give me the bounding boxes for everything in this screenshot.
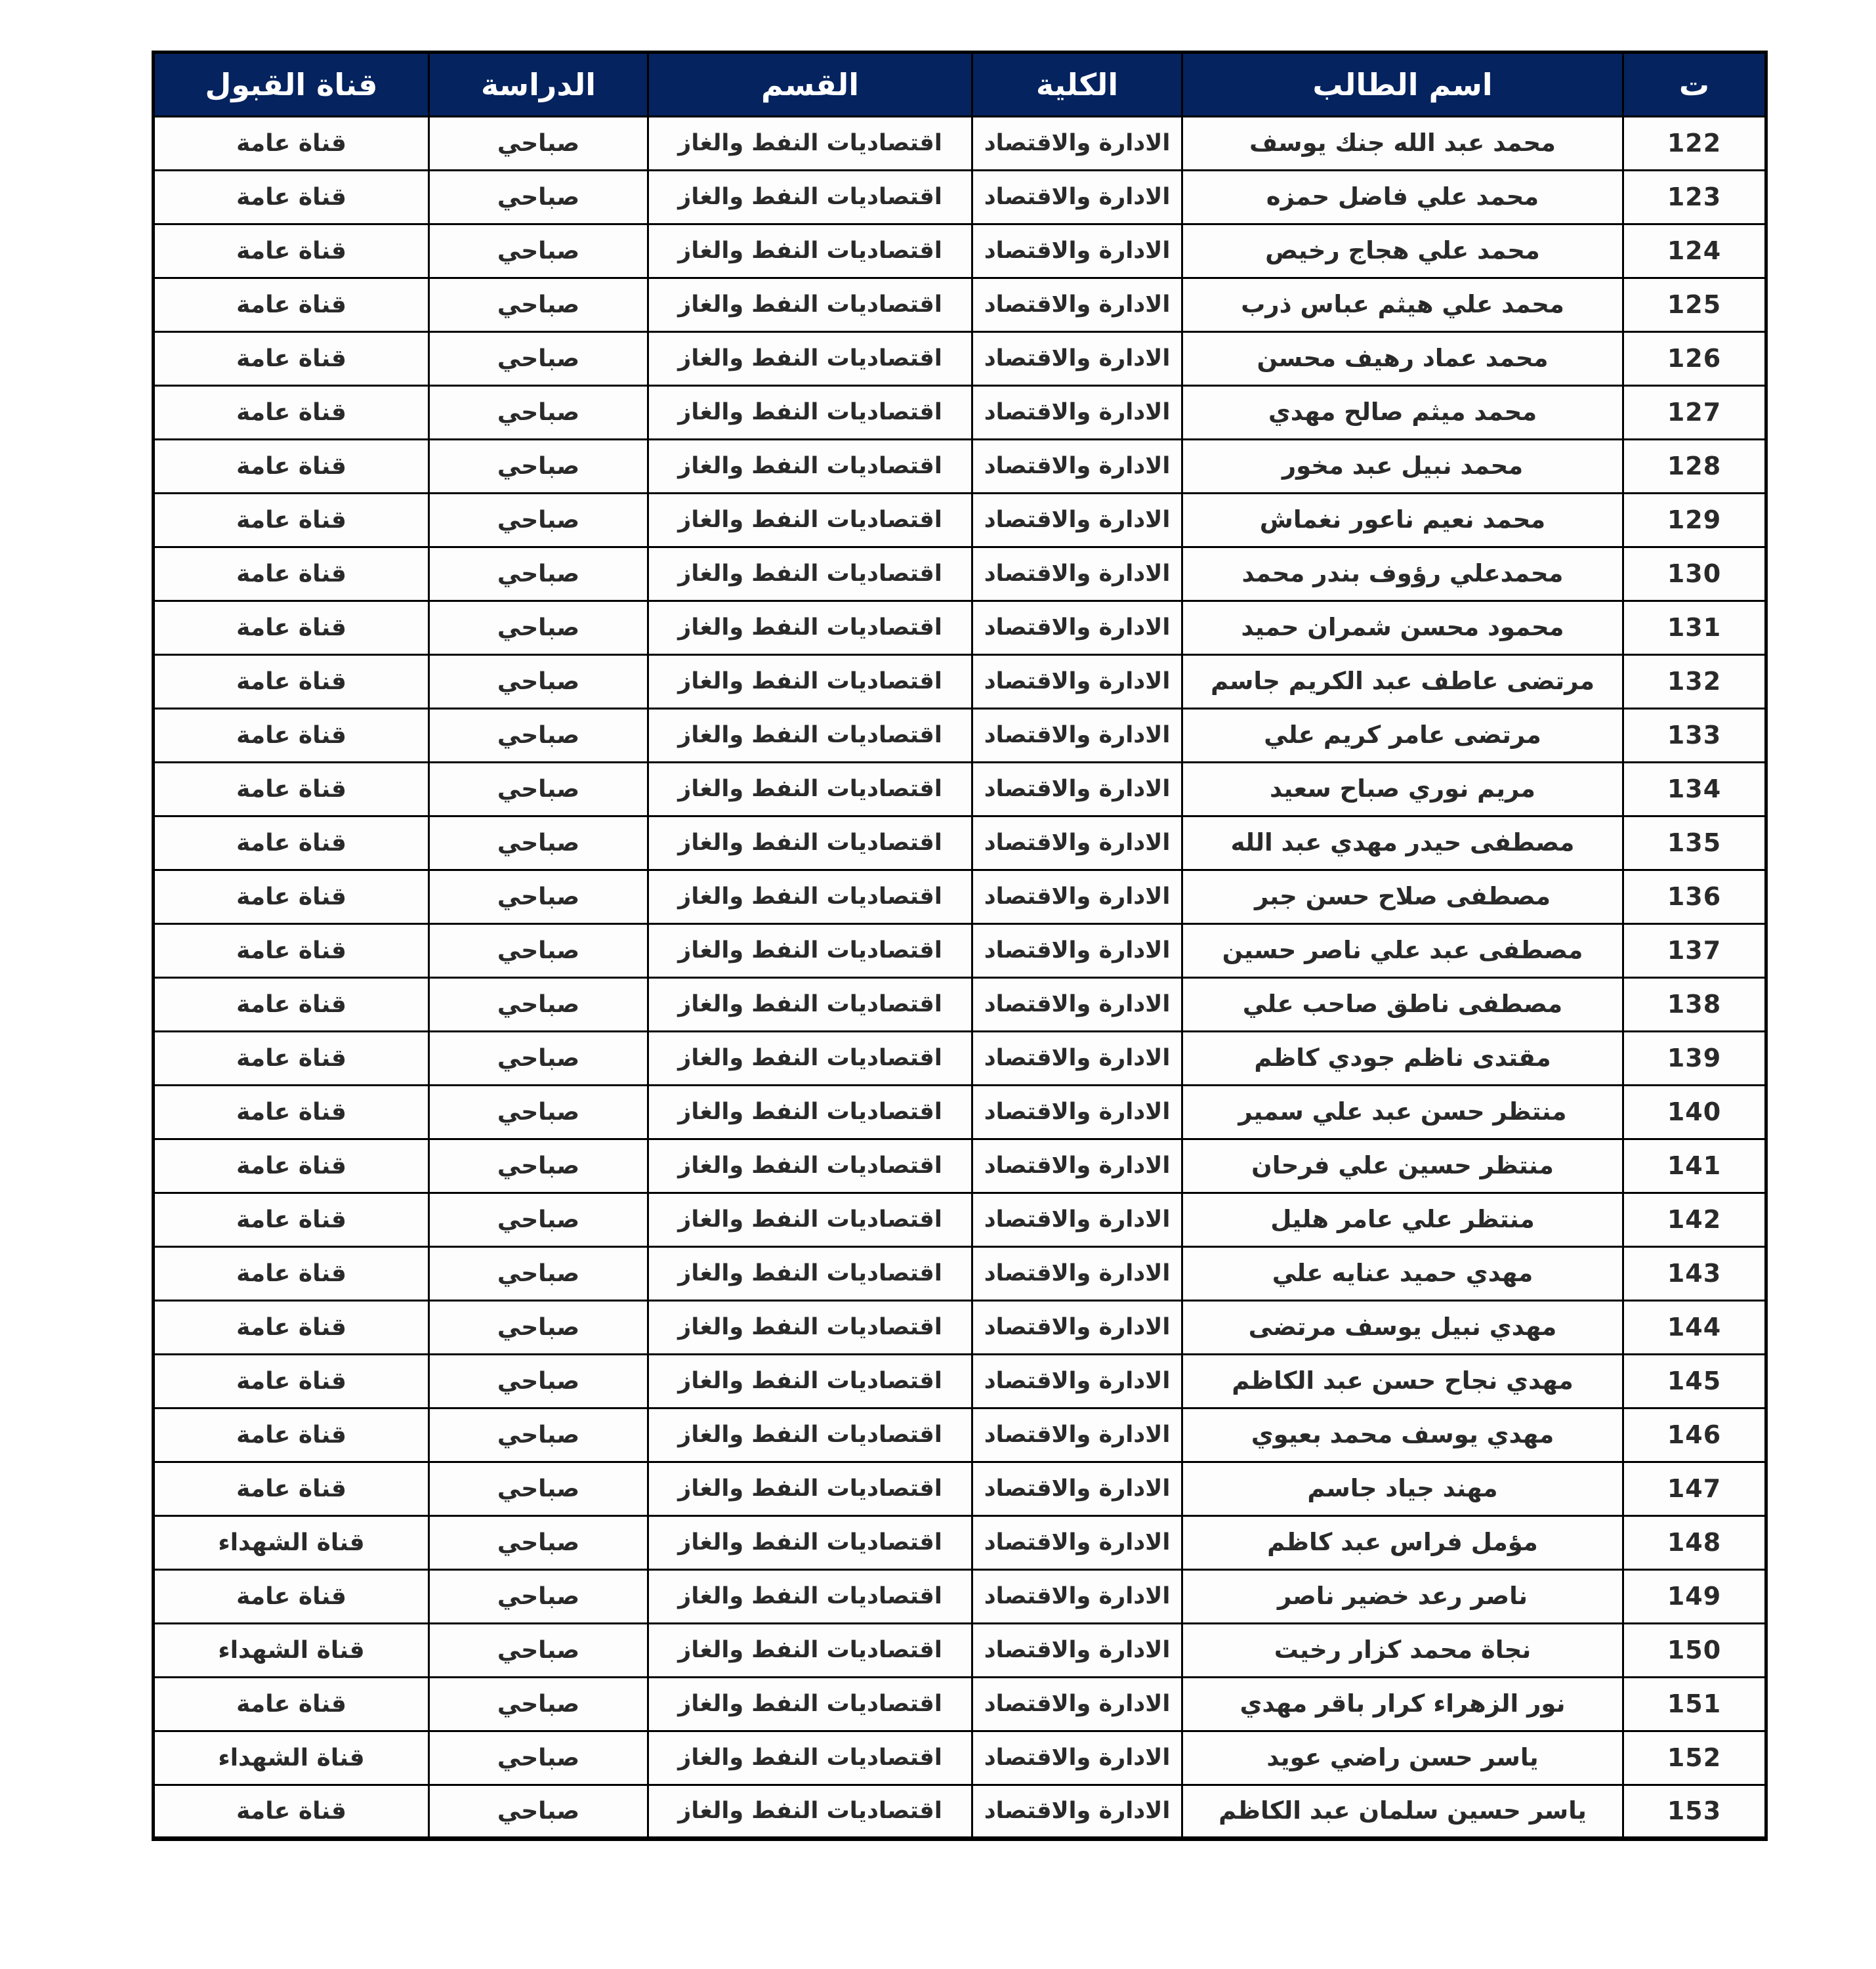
- table-row: [154, 440, 1766, 494]
- col-header-college: الكلية: [972, 53, 1182, 117]
- cell-college: الادارة والاقتصاد: [972, 1032, 1182, 1086]
- table-row: [154, 1678, 1766, 1731]
- students-table: [152, 51, 1768, 1841]
- cell-student-name: منتظر حسين علي فرحان: [1182, 1139, 1623, 1193]
- cell-student-name: محمد ميثم صالح مهدي: [1182, 386, 1623, 440]
- cell-student-name: محمد علي هجاج رخيص: [1182, 224, 1623, 278]
- cell-student-name: محمد نبيل عبد مخور: [1182, 440, 1623, 494]
- cell-college: الادارة والاقتصاد: [972, 816, 1182, 870]
- cell-admission-channel: قناة عامة: [154, 1139, 429, 1193]
- cell-department: اقتصاديات النفط والغاز: [648, 1355, 972, 1408]
- cell-admission-channel: قناة عامة: [154, 278, 429, 332]
- cell-department: اقتصاديات النفط والغاز: [648, 1785, 972, 1839]
- cell-row-number: 125: [1623, 278, 1766, 332]
- cell-college: الادارة والاقتصاد: [972, 763, 1182, 816]
- cell-college: الادارة والاقتصاد: [972, 1301, 1182, 1355]
- cell-college: الادارة والاقتصاد: [972, 870, 1182, 924]
- cell-college: الادارة والاقتصاد: [972, 1678, 1182, 1731]
- cell-study-type: صباحي: [429, 978, 648, 1032]
- col-header-dept: القسم: [648, 53, 972, 117]
- col-header-study: الدراسة: [429, 53, 648, 117]
- cell-study-type: صباحي: [429, 709, 648, 763]
- cell-study-type: صباحي: [429, 1785, 648, 1839]
- cell-department: اقتصاديات النفط والغاز: [648, 655, 972, 709]
- cell-admission-channel: قناة عامة: [154, 1032, 429, 1086]
- cell-department: اقتصاديات النفط والغاز: [648, 1408, 972, 1462]
- cell-row-number: 136: [1623, 870, 1766, 924]
- cell-department: اقتصاديات النفط والغاز: [648, 1678, 972, 1731]
- cell-admission-channel: قناة عامة: [154, 1462, 429, 1516]
- cell-department: اقتصاديات النفط والغاز: [648, 1301, 972, 1355]
- cell-department: اقتصاديات النفط والغاز: [648, 224, 972, 278]
- table-row: [154, 1570, 1766, 1624]
- cell-college: الادارة والاقتصاد: [972, 1355, 1182, 1408]
- cell-student-name: مهدي حميد عنايه علي: [1182, 1247, 1623, 1301]
- cell-college: الادارة والاقتصاد: [972, 924, 1182, 978]
- table-row: [154, 1731, 1766, 1785]
- table-row: [154, 117, 1766, 171]
- cell-department: اقتصاديات النفط والغاز: [648, 1570, 972, 1624]
- cell-department: اقتصاديات النفط والغاز: [648, 1032, 972, 1086]
- cell-department: اقتصاديات النفط والغاز: [648, 332, 972, 386]
- cell-row-number: 124: [1623, 224, 1766, 278]
- cell-row-number: 130: [1623, 547, 1766, 601]
- cell-college: الادارة والاقتصاد: [972, 1086, 1182, 1139]
- cell-study-type: صباحي: [429, 1408, 648, 1462]
- cell-study-type: صباحي: [429, 117, 648, 171]
- cell-admission-channel: قناة عامة: [154, 1570, 429, 1624]
- cell-row-number: 139: [1623, 1032, 1766, 1086]
- cell-student-name: مرتضى عامر كريم علي: [1182, 709, 1623, 763]
- cell-student-name: مهدي يوسف محمد بعيوي: [1182, 1408, 1623, 1462]
- cell-admission-channel: قناة عامة: [154, 655, 429, 709]
- table-row: [154, 1408, 1766, 1462]
- cell-college: الادارة والاقتصاد: [972, 1247, 1182, 1301]
- cell-college: الادارة والاقتصاد: [972, 1462, 1182, 1516]
- cell-student-name: محمد عبد الله جنك يوسف: [1182, 117, 1623, 171]
- table-row: [154, 171, 1766, 224]
- cell-department: اقتصاديات النفط والغاز: [648, 870, 972, 924]
- col-header-no: ت: [1623, 53, 1766, 117]
- table-row: [154, 1032, 1766, 1086]
- cell-admission-channel: قناة عامة: [154, 924, 429, 978]
- cell-college: الادارة والاقتصاد: [972, 1785, 1182, 1839]
- header-row: [154, 53, 1766, 117]
- cell-admission-channel: قناة عامة: [154, 1193, 429, 1247]
- table-row: [154, 278, 1766, 332]
- cell-department: اقتصاديات النفط والغاز: [648, 547, 972, 601]
- cell-study-type: صباحي: [429, 601, 648, 655]
- cell-student-name: محمد علي فاضل حمزه: [1182, 171, 1623, 224]
- cell-student-name: نور الزهراء كرار باقر مهدي: [1182, 1678, 1623, 1731]
- cell-student-name: مصطفى ناطق صاحب علي: [1182, 978, 1623, 1032]
- cell-admission-channel: قناة عامة: [154, 440, 429, 494]
- table-row: [154, 978, 1766, 1032]
- cell-row-number: 146: [1623, 1408, 1766, 1462]
- cell-study-type: صباحي: [429, 494, 648, 547]
- cell-admission-channel: قناة عامة: [154, 332, 429, 386]
- cell-study-type: صباحي: [429, 440, 648, 494]
- cell-department: اقتصاديات النفط والغاز: [648, 709, 972, 763]
- cell-study-type: صباحي: [429, 655, 648, 709]
- cell-student-name: محمدعلي رؤوف بندر محمد: [1182, 547, 1623, 601]
- cell-row-number: 132: [1623, 655, 1766, 709]
- cell-row-number: 152: [1623, 1731, 1766, 1785]
- cell-college: الادارة والاقتصاد: [972, 117, 1182, 171]
- cell-college: الادارة والاقتصاد: [972, 547, 1182, 601]
- cell-admission-channel: قناة عامة: [154, 1086, 429, 1139]
- cell-department: اقتصاديات النفط والغاز: [648, 924, 972, 978]
- cell-student-name: ناصر رعد خضير ناصر: [1182, 1570, 1623, 1624]
- cell-department: اقتصاديات النفط والغاز: [648, 978, 972, 1032]
- cell-department: اقتصاديات النفط والغاز: [648, 1462, 972, 1516]
- cell-student-name: محمد عماد رهيف محسن: [1182, 332, 1623, 386]
- cell-row-number: 135: [1623, 816, 1766, 870]
- cell-admission-channel: قناة عامة: [154, 547, 429, 601]
- cell-college: الادارة والاقتصاد: [972, 1193, 1182, 1247]
- table-row: [154, 1139, 1766, 1193]
- cell-row-number: 149: [1623, 1570, 1766, 1624]
- cell-row-number: 151: [1623, 1678, 1766, 1731]
- cell-student-name: مهدي نجاح حسن عبد الكاظم: [1182, 1355, 1623, 1408]
- cell-department: اقتصاديات النفط والغاز: [648, 1086, 972, 1139]
- cell-study-type: صباحي: [429, 547, 648, 601]
- table-row: [154, 386, 1766, 440]
- cell-study-type: صباحي: [429, 1355, 648, 1408]
- cell-study-type: صباحي: [429, 870, 648, 924]
- cell-college: الادارة والاقتصاد: [972, 1624, 1182, 1678]
- cell-college: الادارة والاقتصاد: [972, 332, 1182, 386]
- cell-row-number: 128: [1623, 440, 1766, 494]
- cell-department: اقتصاديات النفط والغاز: [648, 494, 972, 547]
- cell-row-number: 129: [1623, 494, 1766, 547]
- cell-row-number: 122: [1623, 117, 1766, 171]
- cell-department: اقتصاديات النفط والغاز: [648, 1139, 972, 1193]
- cell-row-number: 142: [1623, 1193, 1766, 1247]
- cell-row-number: 140: [1623, 1086, 1766, 1139]
- cell-college: الادارة والاقتصاد: [972, 1516, 1182, 1570]
- cell-row-number: 126: [1623, 332, 1766, 386]
- cell-department: اقتصاديات النفط والغاز: [648, 1193, 972, 1247]
- cell-student-name: مصطفى عبد علي ناصر حسين: [1182, 924, 1623, 978]
- cell-student-name: مرتضى عاطف عبد الكريم جاسم: [1182, 655, 1623, 709]
- cell-college: الادارة والاقتصاد: [972, 978, 1182, 1032]
- table-row: [154, 601, 1766, 655]
- cell-admission-channel: قناة عامة: [154, 816, 429, 870]
- cell-department: اقتصاديات النفط والغاز: [648, 1624, 972, 1678]
- cell-student-name: مهند جياد جاسم: [1182, 1462, 1623, 1516]
- cell-row-number: 137: [1623, 924, 1766, 978]
- cell-row-number: 144: [1623, 1301, 1766, 1355]
- cell-student-name: محمد علي هيثم عباس ذرب: [1182, 278, 1623, 332]
- table-row: [154, 547, 1766, 601]
- cell-row-number: 138: [1623, 978, 1766, 1032]
- cell-study-type: صباحي: [429, 816, 648, 870]
- cell-study-type: صباحي: [429, 278, 648, 332]
- cell-student-name: مؤمل فراس عبد كاظم: [1182, 1516, 1623, 1570]
- cell-admission-channel: قناة الشهداء: [154, 1731, 429, 1785]
- cell-student-name: منتظر حسن عبد علي سمير: [1182, 1086, 1623, 1139]
- table-row: [154, 870, 1766, 924]
- cell-row-number: 145: [1623, 1355, 1766, 1408]
- cell-study-type: صباحي: [429, 763, 648, 816]
- cell-department: اقتصاديات النفط والغاز: [648, 117, 972, 171]
- cell-department: اقتصاديات النفط والغاز: [648, 1516, 972, 1570]
- cell-study-type: صباحي: [429, 171, 648, 224]
- cell-student-name: مقتدى ناظم جودي كاظم: [1182, 1032, 1623, 1086]
- cell-row-number: 143: [1623, 1247, 1766, 1301]
- table-row: [154, 1086, 1766, 1139]
- table-row: [154, 1462, 1766, 1516]
- cell-department: اقتصاديات النفط والغاز: [648, 386, 972, 440]
- table-row: [154, 924, 1766, 978]
- table-row: [154, 1624, 1766, 1678]
- cell-admission-channel: قناة عامة: [154, 494, 429, 547]
- cell-college: الادارة والاقتصاد: [972, 171, 1182, 224]
- table-row: [154, 1247, 1766, 1301]
- cell-row-number: 127: [1623, 386, 1766, 440]
- cell-admission-channel: قناة عامة: [154, 1408, 429, 1462]
- cell-student-name: نجاة محمد كزار رخيت: [1182, 1624, 1623, 1678]
- table-row: [154, 709, 1766, 763]
- cell-student-name: ياسر حسن راضي عويد: [1182, 1731, 1623, 1785]
- cell-row-number: 148: [1623, 1516, 1766, 1570]
- cell-department: اقتصاديات النفط والغاز: [648, 171, 972, 224]
- cell-student-name: محمد نعيم ناعور نغماش: [1182, 494, 1623, 547]
- cell-admission-channel: قناة عامة: [154, 870, 429, 924]
- cell-admission-channel: قناة عامة: [154, 1301, 429, 1355]
- cell-college: الادارة والاقتصاد: [972, 601, 1182, 655]
- cell-college: الادارة والاقتصاد: [972, 440, 1182, 494]
- cell-row-number: 153: [1623, 1785, 1766, 1839]
- cell-college: الادارة والاقتصاد: [972, 1731, 1182, 1785]
- cell-row-number: 133: [1623, 709, 1766, 763]
- cell-college: الادارة والاقتصاد: [972, 1570, 1182, 1624]
- cell-admission-channel: قناة عامة: [154, 978, 429, 1032]
- cell-row-number: 123: [1623, 171, 1766, 224]
- cell-department: اقتصاديات النفط والغاز: [648, 1247, 972, 1301]
- cell-college: الادارة والاقتصاد: [972, 494, 1182, 547]
- cell-student-name: مصطفى صلاح حسن جبر: [1182, 870, 1623, 924]
- cell-admission-channel: قناة عامة: [154, 1355, 429, 1408]
- table-row: [154, 763, 1766, 816]
- cell-department: اقتصاديات النفط والغاز: [648, 1731, 972, 1785]
- table-row: [154, 1355, 1766, 1408]
- cell-study-type: صباحي: [429, 1193, 648, 1247]
- cell-study-type: صباحي: [429, 1516, 648, 1570]
- table-row: [154, 1785, 1766, 1839]
- table-body: [154, 117, 1766, 1839]
- col-header-channel: قناة القبول: [154, 53, 429, 117]
- cell-admission-channel: قناة عامة: [154, 117, 429, 171]
- cell-student-name: مريم نوري صباح سعيد: [1182, 763, 1623, 816]
- table-row: [154, 1193, 1766, 1247]
- cell-study-type: صباحي: [429, 1570, 648, 1624]
- cell-admission-channel: قناة عامة: [154, 1785, 429, 1839]
- cell-college: الادارة والاقتصاد: [972, 224, 1182, 278]
- cell-student-name: مصطفى حيدر مهدي عبد الله: [1182, 816, 1623, 870]
- col-header-name: اسم الطالب: [1182, 53, 1623, 117]
- cell-college: الادارة والاقتصاد: [972, 1139, 1182, 1193]
- cell-row-number: 134: [1623, 763, 1766, 816]
- cell-study-type: صباحي: [429, 1462, 648, 1516]
- cell-study-type: صباحي: [429, 1731, 648, 1785]
- cell-admission-channel: قناة عامة: [154, 386, 429, 440]
- cell-college: الادارة والاقتصاد: [972, 386, 1182, 440]
- cell-admission-channel: قناة عامة: [154, 601, 429, 655]
- table-row: [154, 1516, 1766, 1570]
- cell-department: اقتصاديات النفط والغاز: [648, 763, 972, 816]
- cell-row-number: 150: [1623, 1624, 1766, 1678]
- cell-study-type: صباحي: [429, 1247, 648, 1301]
- cell-study-type: صباحي: [429, 924, 648, 978]
- cell-department: اقتصاديات النفط والغاز: [648, 278, 972, 332]
- cell-department: اقتصاديات النفط والغاز: [648, 601, 972, 655]
- cell-study-type: صباحي: [429, 1624, 648, 1678]
- cell-admission-channel: قناة عامة: [154, 1678, 429, 1731]
- cell-college: الادارة والاقتصاد: [972, 709, 1182, 763]
- cell-study-type: صباحي: [429, 224, 648, 278]
- cell-college: الادارة والاقتصاد: [972, 655, 1182, 709]
- table-row: [154, 1301, 1766, 1355]
- cell-study-type: صباحي: [429, 1301, 648, 1355]
- table-row: [154, 494, 1766, 547]
- cell-admission-channel: قناة عامة: [154, 171, 429, 224]
- cell-row-number: 147: [1623, 1462, 1766, 1516]
- cell-student-name: منتظر علي عامر هليل: [1182, 1193, 1623, 1247]
- cell-department: اقتصاديات النفط والغاز: [648, 816, 972, 870]
- cell-college: الادارة والاقتصاد: [972, 1408, 1182, 1462]
- cell-student-name: ياسر حسين سلمان عبد الكاظم: [1182, 1785, 1623, 1839]
- cell-student-name: محمود محسن شمران حميد: [1182, 601, 1623, 655]
- cell-study-type: صباحي: [429, 332, 648, 386]
- cell-admission-channel: قناة عامة: [154, 763, 429, 816]
- table-row: [154, 655, 1766, 709]
- cell-admission-channel: قناة الشهداء: [154, 1516, 429, 1570]
- cell-college: الادارة والاقتصاد: [972, 278, 1182, 332]
- cell-department: اقتصاديات النفط والغاز: [648, 440, 972, 494]
- table-row: [154, 816, 1766, 870]
- cell-row-number: 141: [1623, 1139, 1766, 1193]
- cell-study-type: صباحي: [429, 1139, 648, 1193]
- cell-study-type: صباحي: [429, 1032, 648, 1086]
- cell-admission-channel: قناة عامة: [154, 1247, 429, 1301]
- table-row: [154, 224, 1766, 278]
- cell-admission-channel: قناة الشهداء: [154, 1624, 429, 1678]
- cell-study-type: صباحي: [429, 386, 648, 440]
- cell-study-type: صباحي: [429, 1678, 648, 1731]
- cell-student-name: مهدي نبيل يوسف مرتضى: [1182, 1301, 1623, 1355]
- cell-admission-channel: قناة عامة: [154, 224, 429, 278]
- cell-study-type: صباحي: [429, 1086, 648, 1139]
- cell-row-number: 131: [1623, 601, 1766, 655]
- cell-admission-channel: قناة عامة: [154, 709, 429, 763]
- table-row: [154, 332, 1766, 386]
